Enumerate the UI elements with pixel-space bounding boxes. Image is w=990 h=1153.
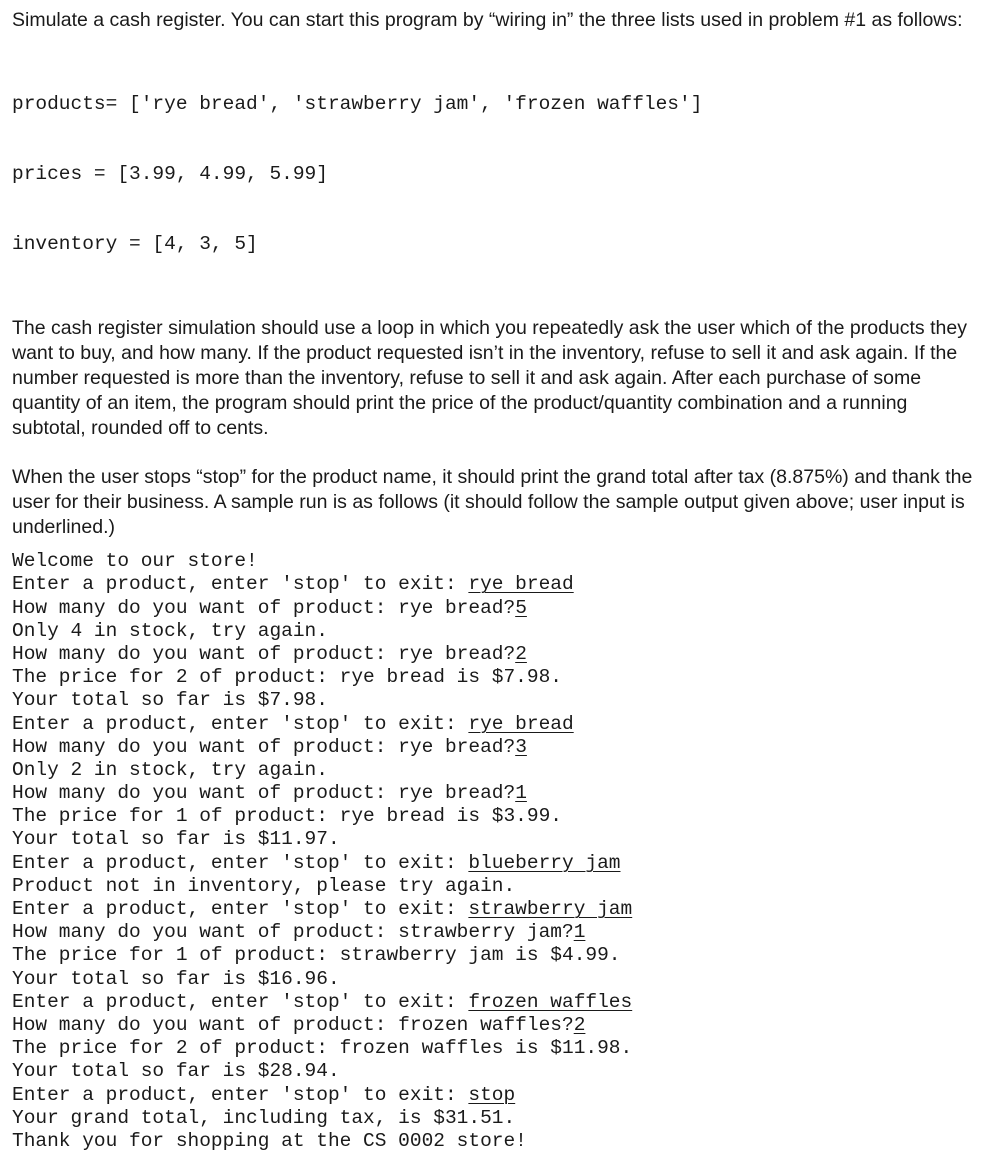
sample-run-line <box>12 620 978 643</box>
user-input-text: 3 <box>515 735 527 758</box>
output-text: The price for 2 of product: rye bread is $7.98. <box>12 666 562 689</box>
setup-code-line: inventory = [4, 3, 5] <box>12 232 258 255</box>
output-text: The price for 1 of product: strawberry jam is $4.99. <box>12 944 621 967</box>
user-input-text: 2 <box>573 1013 586 1036</box>
output-text: Enter a product, enter 'stop' to exit: <box>12 573 469 596</box>
sample-run-line <box>12 573 978 596</box>
sample-run-line <box>12 597 978 620</box>
output-text: Enter a product, enter 'stop' to exit: <box>12 1083 469 1106</box>
sample-run-line <box>12 759 978 782</box>
output-text: Only 4 in stock, try again. <box>12 619 328 642</box>
sample-run-line <box>12 921 978 944</box>
setup-code-line: prices = [3.99, 4.99, 5.99] <box>12 163 328 185</box>
output-text: Your total so far is $11.97. <box>12 828 340 851</box>
sample-run-line <box>12 713 978 736</box>
output-text: How many do you want of product: rye bread? <box>12 642 516 665</box>
sample-run-line <box>12 736 978 759</box>
sample-run-line <box>12 1107 978 1130</box>
sample-run-line <box>12 898 978 921</box>
user-input-text: 1 <box>573 921 586 944</box>
user-input-text: 2 <box>515 642 527 665</box>
user-input-text: blueberry jam <box>468 851 621 874</box>
output-text: Product not in inventory, please try again. <box>12 874 516 897</box>
sample-run-line <box>12 805 978 828</box>
sample-run-line <box>12 643 978 666</box>
output-text: Enter a product, enter 'stop' to exit: <box>12 898 469 920</box>
sample-run-block <box>12 550 978 1153</box>
output-text: Enter a product, enter 'stop' to exit: <box>12 990 469 1013</box>
sample-run-line <box>12 1130 978 1153</box>
output-text: The price for 1 of product: rye bread is $3.99. <box>12 805 562 828</box>
output-text: Your total so far is $16.96. <box>12 967 340 990</box>
setup-code-block <box>12 47 978 302</box>
output-text: How many do you want of product: rye bread? <box>12 596 516 619</box>
sample-run-line <box>12 991 978 1014</box>
sample-run-line <box>12 782 978 805</box>
stop-paragraph: When the user stops “stop” for the product name, it should print the grand total after tax (8.875%) and thank the user for their business. A sample run is as follows (it should follow the sample output given above; user input is underlined.) <box>12 466 973 539</box>
sample-run-line <box>12 550 978 573</box>
output-text: Your total so far is $7.98. <box>12 689 328 712</box>
user-input-text: rye bread <box>468 573 574 596</box>
user-input-text: 5 <box>515 596 527 619</box>
sample-run-line <box>12 1014 978 1037</box>
output-text: Thank you for shopping at the CS 0002 store! <box>12 1129 527 1152</box>
output-text: Only 2 in stock, try again. <box>12 758 328 781</box>
output-text: How many do you want of product: frozen waffles? <box>12 1013 574 1036</box>
sample-run-line <box>12 968 978 991</box>
sample-run-line <box>12 828 978 851</box>
intro-paragraph: Simulate a cash register. You can start this program by “wiring in” the three lists used in problem #1 as follows: <box>12 9 963 31</box>
setup-code-line: products= ['rye bread', 'strawberry jam', 'frozen waffles'] <box>12 93 703 116</box>
sample-run-line <box>12 1060 978 1083</box>
requirements-paragraph: The cash register simulation should use a loop in which you repeatedly ask the user which of the products they want to buy, and how many. If the product requested isn’t in the inventory, refuse to sell it and ask again. If the number requested is more than the inventory, refuse to sell it and ask again. After each purchase of some quantity of an item, the program should print the price of the product/quantity combination and a running subtotal, rounded off to cents. <box>12 317 967 440</box>
user-input-text: frozen waffles <box>468 990 633 1013</box>
sample-run-line <box>12 852 978 875</box>
sample-run-line <box>12 1084 978 1107</box>
output-text: How many do you want of product: rye bread? <box>12 782 516 805</box>
user-input-text: 1 <box>515 782 527 805</box>
user-input-text: stop <box>468 1083 516 1106</box>
output-text: Welcome to our store! <box>12 550 258 573</box>
sample-run-line <box>12 944 978 967</box>
output-text: The price for 2 of product: frozen waffles is $11.98. <box>12 1037 633 1060</box>
user-input-text: rye bread <box>468 712 574 735</box>
sample-run-line <box>12 1037 978 1060</box>
user-input-text: strawberry jam <box>468 898 633 920</box>
output-text: How many do you want of product: strawberry jam? <box>12 921 574 944</box>
output-text: How many do you want of product: rye bread? <box>12 735 516 758</box>
output-text: Your grand total, including tax, is $31.51. <box>12 1106 516 1129</box>
output-text: Enter a product, enter 'stop' to exit: <box>12 851 469 874</box>
sample-run-line <box>12 666 978 689</box>
sample-run-line <box>12 689 978 712</box>
output-text: Enter a product, enter 'stop' to exit: <box>12 712 469 735</box>
output-text: Your total so far is $28.94. <box>12 1060 340 1083</box>
sample-run-line <box>12 875 978 898</box>
